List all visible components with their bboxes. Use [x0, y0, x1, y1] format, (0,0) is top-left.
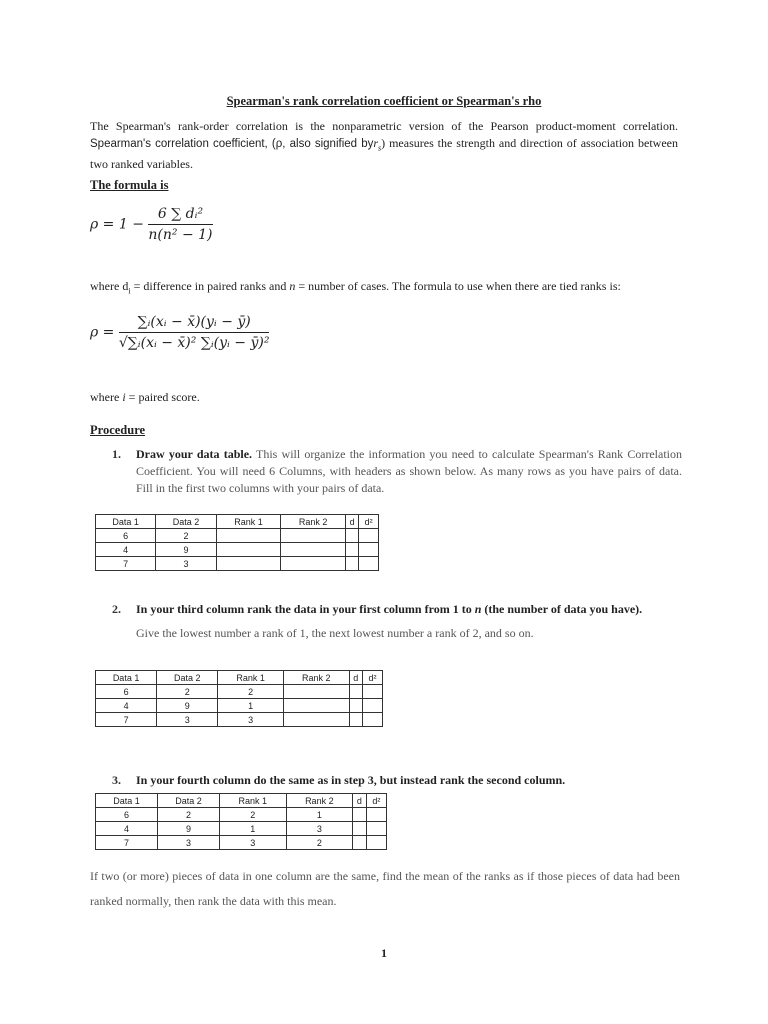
formula-heading: The formula is: [90, 178, 169, 192]
table-cell: [366, 822, 386, 836]
where-d-subscript: i: [128, 286, 131, 296]
table-row: [96, 699, 383, 713]
table-cell: 4: [96, 822, 158, 836]
data-table-3: [95, 793, 387, 850]
table-header: Data 1: [96, 671, 157, 685]
table-cell: [359, 529, 379, 543]
table-header: Rank 1: [216, 515, 281, 529]
table-cell: 4: [96, 543, 156, 557]
table-cell: [366, 808, 386, 822]
table-row: [96, 836, 387, 850]
intro-line-2-rest: ) measures the strength and direction of association between: [381, 135, 678, 150]
table-cell: [362, 685, 382, 699]
table-cell: 1: [286, 808, 353, 822]
table-row: [96, 685, 383, 699]
procedure-heading: Procedure: [90, 423, 146, 437]
table-cell: 2: [286, 836, 353, 850]
table-header: Rank 2: [283, 671, 349, 685]
table-cell: [353, 836, 367, 850]
table-cell: [349, 699, 362, 713]
table-cell: 4: [96, 699, 157, 713]
intro-line-2: Spearman's correlation coefficient, (ρ, also signified by: [90, 137, 374, 150]
table-cell: [349, 713, 362, 727]
table-cell: [216, 529, 281, 543]
table-cell: 7: [96, 557, 156, 571]
step-2-bold: In your third column rank the data in your first column from 1 to: [136, 602, 475, 616]
table-cell: 9: [157, 699, 218, 713]
table-cell: 3: [218, 713, 284, 727]
step-1-text: This will organize the information you need to calculate Spearman's Rank Correlation Coefficient. You will need 6 Columns, with headers as shown below. As many rows as you have pairs of data. Fill in the first two columns with your pairs of data.: [136, 447, 682, 495]
where-d-text-3: = number of cases. The formula to use when there are tied ranks is:: [295, 279, 621, 293]
step-2-number: 2.: [112, 602, 121, 616]
where-d-text-2: = difference in paired ranks and: [130, 279, 290, 293]
table-header: Rank 2: [281, 515, 346, 529]
table-cell: [283, 699, 349, 713]
table-cell: 3: [157, 713, 218, 727]
table-row: [96, 713, 383, 727]
paired-score-text-2: = paired score.: [125, 390, 200, 404]
formula-basic-fraction: [148, 206, 212, 243]
table-cell: [216, 543, 281, 557]
table-header: d²: [359, 515, 379, 529]
step-2-n: n: [474, 602, 482, 616]
step-1: [112, 446, 682, 497]
table-cell: 2: [156, 529, 216, 543]
step-3-bold: In your fourth column do the same as in step 3, but instead rank the second column.: [136, 773, 566, 787]
table-cell: [283, 713, 349, 727]
table-header: Data 1: [96, 794, 158, 808]
where-n-symbol: n: [289, 279, 296, 293]
table-row: [96, 557, 379, 571]
step-3: [112, 772, 682, 789]
table-header: d: [353, 794, 367, 808]
table-cell: [216, 557, 281, 571]
table-cell: 2: [218, 685, 284, 699]
step-2-note: Give the lowest number a rank of 1, the next lowest number a rank of 2, and so on.: [136, 626, 534, 640]
formula-tied-lhs: ρ =: [90, 324, 115, 341]
table-row: [96, 808, 387, 822]
table-header-row: [96, 794, 387, 808]
table-header: d²: [362, 671, 382, 685]
table-cell: [366, 836, 386, 850]
table-cell: 9: [156, 543, 216, 557]
intro-paragraph: [90, 118, 678, 173]
table-header: Data 1: [96, 515, 156, 529]
table-cell: [281, 529, 346, 543]
table-cell: [346, 543, 359, 557]
table-cell: 6: [96, 808, 158, 822]
step-2: [112, 601, 682, 618]
table-cell: [359, 557, 379, 571]
intro-line-3: two ranked variables.: [90, 157, 193, 172]
paired-score-line: [90, 390, 200, 405]
table-header: Rank 1: [218, 671, 284, 685]
table-cell: [283, 685, 349, 699]
page-number: 1: [381, 946, 387, 960]
rs-symbol: r: [373, 135, 379, 150]
table-cell: 7: [96, 713, 157, 727]
table-cell: 3: [220, 836, 287, 850]
table-cell: 1: [220, 822, 287, 836]
table-cell: 6: [96, 529, 156, 543]
table-header-row: [96, 515, 379, 529]
formula-tied: [90, 314, 269, 351]
table-cell: 2: [220, 808, 287, 822]
table-header: d: [349, 671, 362, 685]
closing-paragraph: If two (or more) pieces of data in one column are the same, find the mean of the ranks as if those pieces of data had been ranked normally, then rank the data with this mean.: [90, 869, 680, 908]
table-cell: [359, 543, 379, 557]
table-cell: [346, 529, 359, 543]
paired-score-text: where: [90, 390, 123, 404]
table-cell: 2: [158, 808, 220, 822]
step-1-bold: Draw your data table.: [136, 447, 253, 461]
formula-tied-fraction: [119, 314, 270, 351]
table-header: Rank 1: [220, 794, 287, 808]
formula-basic-numerator: 6 ∑ dᵢ²: [148, 206, 212, 225]
where-d-text: where d: [90, 279, 129, 293]
table-cell: [349, 685, 362, 699]
table-cell: [353, 822, 367, 836]
table-cell: [281, 557, 346, 571]
table-cell: 6: [96, 685, 157, 699]
table-cell: 2: [157, 685, 218, 699]
table-header: Data 2: [158, 794, 220, 808]
rs-subscript: s: [378, 142, 382, 152]
table-header: Data 2: [156, 515, 216, 529]
table-cell: 7: [96, 836, 158, 850]
table-cell: 9: [158, 822, 220, 836]
table-cell: [353, 808, 367, 822]
table-cell: [346, 557, 359, 571]
data-table-2: [95, 670, 383, 727]
table-header: d²: [366, 794, 386, 808]
table-header: Data 2: [157, 671, 218, 685]
table-header: d: [346, 515, 359, 529]
paired-score-i: i: [122, 390, 126, 404]
step-3-number: 3.: [112, 773, 121, 787]
table-row: [96, 543, 379, 557]
formula-basic-denominator: n(n² − 1): [148, 227, 213, 243]
step-1-number: 1.: [112, 447, 121, 461]
formula-basic-lhs: ρ = 1 −: [90, 216, 144, 233]
where-d-line: [90, 279, 621, 295]
page-title: Spearman's rank correlation coefficient or Spearman's rho: [226, 94, 542, 108]
formula-tied-denominator: √∑ᵢ(xᵢ − x̄)² ∑ᵢ(yᵢ − ȳ)²: [118, 335, 270, 351]
table-header: Rank 2: [286, 794, 353, 808]
table-cell: [362, 699, 382, 713]
table-row: [96, 822, 387, 836]
table-cell: [281, 543, 346, 557]
formula-tied-numerator: ∑ᵢ(xᵢ − x̄)(yᵢ − ȳ): [119, 314, 270, 333]
table-header-row: [96, 671, 383, 685]
formula-basic: [90, 206, 213, 243]
step-2-bold-b: (the number of data you have).: [481, 602, 643, 616]
table-cell: [362, 713, 382, 727]
table-cell: 3: [158, 836, 220, 850]
data-table-1: [95, 514, 379, 571]
table-row: [96, 529, 379, 543]
table-cell: 1: [218, 699, 284, 713]
table-cell: 3: [156, 557, 216, 571]
table-cell: 3: [286, 822, 353, 836]
intro-line-1: The Spearman's rank-order correlation is the nonparametric version of the Pearson product-moment correlation.: [90, 119, 678, 133]
